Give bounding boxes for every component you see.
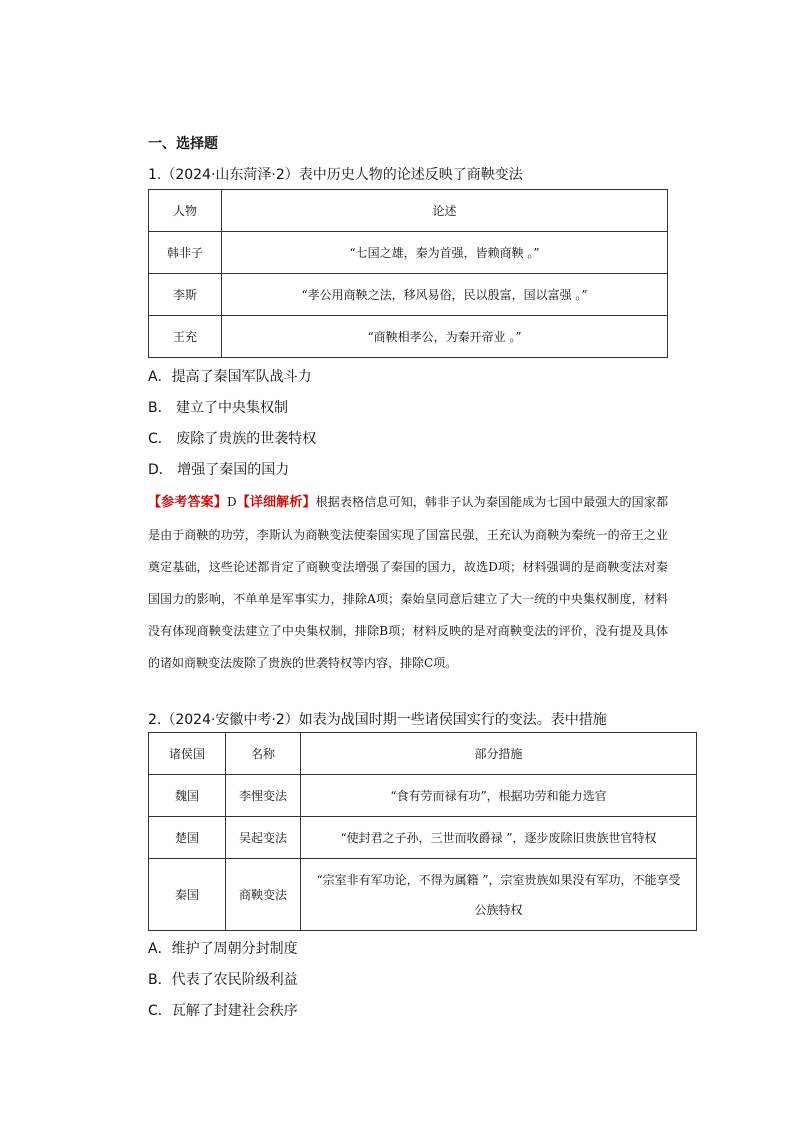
table-header-cell: 名称 xyxy=(226,733,301,775)
table-cell: 秦国 xyxy=(149,859,226,931)
table-header-cell: 部分措施 xyxy=(301,733,697,775)
question-1-table xyxy=(148,189,668,358)
table-header-cell: 论述 xyxy=(222,190,668,232)
option-d: D． 增强了秦国的国力 xyxy=(148,462,290,478)
table-cell: 商鞅变法 xyxy=(226,859,301,931)
table-cell: 吴起变法 xyxy=(226,817,301,859)
answer-tag: 【参考答案】 xyxy=(148,495,227,510)
table-row xyxy=(149,274,668,316)
table-row xyxy=(149,775,697,817)
analysis-text: 根据表格信息可知，韩非子认为秦国能成为七国中最强大的国家都是由于商鞅的功劳，李斯认为商鞅变法使秦国实现了国富民强，王充认为商鞅为秦统一的帝王之业奠定基础，这些论述都肯定了商鞅变法增强了秦国的国力，故选D项；材料强调的是商鞅变法对秦国国力的影响，不单单是军事实力，排除A项；秦始皇同意后建立了大一统的中央集权制度，材料没有体现商鞅变法建立了中央集权制，排除B项；材料反映的是对商鞅变法的评价，没有提及具体的诸如商鞅变法废除了贵族的世袭特权等内容，排除C项。 xyxy=(148,495,668,670)
option-a: A．提高了秦国军队战斗力 xyxy=(148,369,312,385)
table-cell: “商鞅相孝公，为秦开帝业 。” xyxy=(222,316,668,358)
table-row xyxy=(149,232,668,274)
table-header-row xyxy=(149,190,668,232)
analysis-tag: 【详细解析】 xyxy=(236,495,316,510)
table-cell: 韩非子 xyxy=(149,232,222,274)
table-cell: 王充 xyxy=(149,316,222,358)
option-c: C． 废除了贵族的世袭特权 xyxy=(148,431,317,447)
option-a: A．维护了周朝分封制度 xyxy=(148,941,298,957)
table-cell: 李悝变法 xyxy=(226,775,301,817)
table-row xyxy=(149,859,697,931)
table-cell: “使封君之子孙，三世而收爵禄 ”，逐步废除旧贵族世官特权 xyxy=(301,817,697,859)
table-header-cell: 人物 xyxy=(149,190,222,232)
table-row xyxy=(149,316,668,358)
table-cell: “七国之雄，秦为首强，皆赖商鞅 。” xyxy=(222,232,668,274)
question-1-stem: 1.（2024·山东菏泽·2）表中历史人物的论述反映了商鞅变法 xyxy=(148,167,523,183)
table-cell: “孝公用商鞅之法，移风易俗，民以殷富，国以富强 。” xyxy=(222,274,668,316)
option-b: B．代表了农民阶级利益 xyxy=(148,972,298,988)
table-cell: 楚国 xyxy=(149,817,226,859)
section-title: 一、选择题 xyxy=(148,136,218,152)
question-2-stem: 2.（2024·安徽中考·2）如表为战国时期一些诸侯国实行的变法。表中措施 xyxy=(148,712,607,728)
answer-explanation xyxy=(148,486,668,679)
question-2-table xyxy=(148,732,697,931)
table-header-row xyxy=(149,733,697,775)
table-cell: 李斯 xyxy=(149,274,222,316)
table-cell: “食有劳而禄有功”，根据功劳和能力选官 xyxy=(301,775,697,817)
option-c: C．瓦解了封建社会秩序 xyxy=(148,1003,298,1019)
table-cell: 魏国 xyxy=(149,775,226,817)
table-cell: “宗室非有军功论，不得为属籍 ”，宗室贵族如果没有军功，不能享受公族特权 xyxy=(301,859,697,931)
table-row xyxy=(149,817,697,859)
table-header-cell: 诸侯国 xyxy=(149,733,226,775)
answer-letter: D xyxy=(226,495,237,509)
option-b: B． 建立了中央集权制 xyxy=(148,400,289,416)
